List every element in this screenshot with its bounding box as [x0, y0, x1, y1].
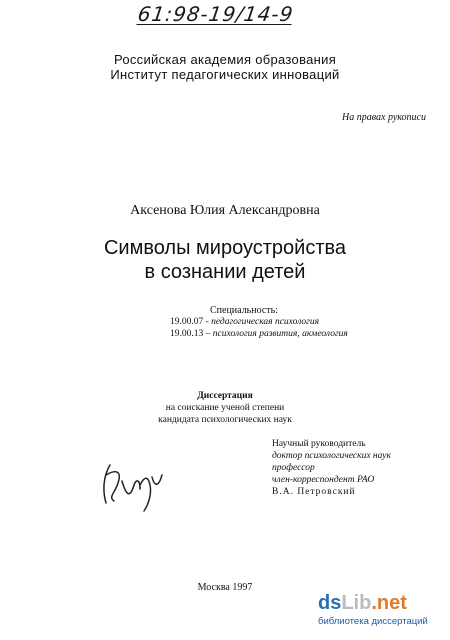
dissertation-title-line-2: в сознании детей — [144, 261, 306, 283]
city-and-year: Москва 1997 — [197, 582, 253, 593]
advisor-title: профессор — [272, 463, 315, 473]
dissertation-heading: Диссертация — [197, 391, 253, 401]
specialty-label: Специальность: — [210, 305, 278, 316]
author-name: Аксенова Юлия Александровна — [130, 203, 320, 218]
advisor-name: В.А. Петровский — [272, 487, 356, 497]
dslib-caption: библиотека диссертаций — [318, 616, 428, 627]
dslib-logo — [318, 592, 407, 614]
specialty-name: педагогическая психология — [211, 317, 320, 327]
dslib-logo-net: .net — [371, 592, 407, 614]
dissertation-title-line-1: Символы мироустройства — [103, 237, 347, 259]
specialty-item — [170, 317, 319, 327]
dslib-logo-ds: ds — [318, 592, 342, 614]
handwritten-underline — [136, 24, 292, 25]
institution-academy: Российская академия образования — [113, 52, 337, 67]
specialty-item — [170, 329, 348, 339]
dslib-logo-lib: Lib — [341, 592, 372, 614]
advisor-role: Научный руководитель — [272, 439, 366, 449]
specialty-code: 19.00.07 - — [170, 317, 209, 327]
dissertation-degree-line-2: кандидата психологических наук — [158, 415, 292, 425]
advisor-degree: доктор психологических наук — [272, 451, 391, 461]
specialty-code: 19.00.13 – — [170, 329, 211, 339]
handwritten-signature — [96, 455, 168, 515]
manuscript-rights-note: На правах рукописи — [342, 112, 426, 123]
handwritten-catalog-code — [136, 2, 295, 26]
dslib-watermark — [318, 592, 446, 634]
handwritten-catalog-code-text: 61:98-19/14-9 — [136, 2, 296, 26]
institution-institute: Институт педагогических инноваций — [110, 67, 340, 82]
specialty-name: психология развития, акмеология — [212, 329, 348, 339]
dissertation-degree-line-1: на соискание ученой степени — [165, 403, 285, 413]
advisor-membership: член-корреспондент РАО — [272, 475, 375, 485]
